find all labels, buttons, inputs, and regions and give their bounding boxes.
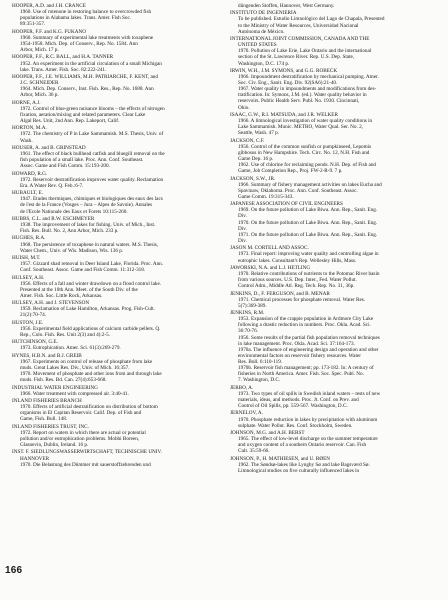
- reference-line: 1970. Movement of phosphate and other ions from and through lake: [20, 371, 162, 378]
- reference-line: in lake management. Proc. Okla. Acad. Sci. 37:164-173.: [238, 340, 355, 347]
- reference-author: JENKINS, D., F. FERGUSON, and B. MENAR: [230, 290, 330, 297]
- reference-author: HUSTON, J.E.: [12, 319, 44, 326]
- reference-entry: [12, 424, 224, 449]
- reference-line: 1959. Reclamation of Lake Hamilton, Arkansas. Prog. Fish-Cult.: [20, 306, 155, 313]
- reference-line: 1970. On the future pollution of Lake Biwa. Ann. Rep., Sanit. Eng.: [238, 219, 378, 226]
- reference-line: reservoirs. Public Health Serv. Publ. No. 1930. Cincinnati,: [238, 98, 360, 105]
- reference-line: 1960. Use of rotenone in restoring balance to overcrowded fish: [20, 9, 152, 16]
- reference-line: 1962. The Søndsø-lakes like Lyngby Sø and lake Bagsværd Sø.: [238, 461, 370, 468]
- reference-author: JERBO, A.: [230, 384, 254, 391]
- reference-line: Cult. 35:59-66.: [238, 448, 270, 455]
- reference-line: 1960. Summary of experimental lake treatments with toxaphene: [20, 34, 154, 41]
- reference-line: Game Dep. 16 p.: [238, 155, 274, 162]
- reference-line: Presented at the 10th Ann. Meet. of the South Div. of the: [20, 286, 138, 293]
- reference-line: fixation, aeration/mixing and related parameters. Clear Lake: [20, 111, 146, 118]
- reference-entry: [12, 255, 224, 273]
- reference-line: HANNOVER: [20, 455, 50, 462]
- reference-entry: [12, 125, 224, 143]
- reference-author: INLAND FISHERIES BRANCH: [12, 398, 82, 404]
- reference-author: HOOPER, F.F. and K.G. FUKANO: [12, 28, 86, 35]
- reference-entry: [12, 300, 224, 318]
- reference-line: Limnological studies on five culturally influenced lakes in: [238, 467, 360, 474]
- reference-line: 1968. The persistence of toxaphene in natural waters. M.S. Thesis,: [20, 241, 159, 248]
- reference-line: Glasnevin, Dublin, Ireland. 16 p.: [20, 442, 89, 449]
- reference-entry: [230, 176, 442, 201]
- reference-author: JENKINS, R.M.: [230, 310, 265, 317]
- left-column: [12, 3, 224, 469]
- reference-line: Lake Sammamish. Munic. METRO, Water Qual. Ser. No. 2,: [238, 124, 363, 131]
- reference-line: 1956. Some results of the partial fish population removal techniques: [238, 334, 380, 341]
- right-column: [230, 3, 442, 475]
- reference-line: 1970. Relative contributions of nutrients to the Potomac River basin: [238, 270, 380, 277]
- reference-line: Game, Fish. Bull. 148.: [20, 416, 68, 423]
- reference-author: HULSEY, A.H. and J. STEVENSON: [12, 300, 90, 307]
- reference-line: sulphate. Water Pollut. Res. Conf. Stockholm, Sweden.: [238, 422, 353, 429]
- reference-entry: [230, 385, 442, 410]
- reference-line: UNITED STATES: [238, 42, 277, 49]
- reference-line: 1966. A limnological investigation of water quality conditions in: [238, 118, 373, 124]
- reference-author: JOHNSON, P., H. MATHIESEN, and U. RØEN: [230, 455, 331, 462]
- reference-line: 1969. On the future pollution of Lake Biwa. Ann. Rep., Sanit. Eng.: [238, 207, 378, 214]
- reference-line: Div.: [238, 213, 247, 220]
- reference-line: Arbor, Mich. 17 p.: [20, 47, 59, 54]
- reference-line: 1972. Control of blue-green nuisance blooms – the effects of nitrogen: [20, 105, 165, 112]
- reference-line: 1971. On the future pollution of Lake Biwa. Ann. Rep., Sanit. Eng.: [238, 231, 378, 238]
- reference-line: 7. Washington, D.C.: [238, 377, 281, 384]
- reference-line: 1956. Experimental field applications of calcium carbide pellets. Q.: [20, 325, 161, 332]
- reference-author: HOOPER, F.F., R.C. BALL, and H.A. TANNER: [12, 54, 114, 61]
- reference-line: To be published. Estudio Limnológico del Lago de Chapala, Presented: [238, 16, 385, 23]
- reference-entry: [12, 385, 224, 397]
- reference-line: Ohio.: [238, 104, 250, 111]
- reference-line: J.C. SCHNEIDER: [20, 80, 59, 87]
- reference-line: Div.: [238, 237, 247, 244]
- reference-line: 1973. Eutrophication. Amer. Sci. 61(3):269-279.: [20, 345, 121, 352]
- reference-line: eutrophic lakes. Consultant's Rep. Wellesley Hills, Mass.: [238, 257, 357, 264]
- reference-author: INSTITUTO DE INGENIERÍA: [230, 10, 297, 17]
- reference-line: 1972. The chemistry of P in Lake Sammamish. M.S. Thesis, Univ. of: [20, 131, 164, 138]
- reference-line: lake. Trans. Amer. Fish. Soc. 82:222-241.: [20, 66, 107, 73]
- reference-line: Water Chem., Univ. of Wis. Madison, Wis. 136 p.: [20, 247, 124, 254]
- reference-author: HULSEY, A.H.: [12, 274, 45, 281]
- reference-author: INLAND FISHERIES TRUST, INC.: [12, 423, 89, 430]
- reference-entry: [12, 29, 224, 54]
- reference-line: de l'École Nationale des Eaux et Forets 10:115-260.: [20, 208, 128, 215]
- reference-line: from various sources. U.S. Dep. Inter., Fed. Water Pollut.: [238, 277, 357, 284]
- reference-author: INST. F. SIEDLUNGSWASSERWIRTSCHAFT, TECHNISCHE UNIV.: [12, 449, 162, 456]
- reference-line: Div.: [238, 225, 247, 232]
- reference-line: organisms in El Capitan Reservoir. Calif. Dep. of Fish and: [20, 410, 142, 417]
- reference-author: INTERNATIONAL JOINT COMMISSION, CANADA AND THE: [230, 36, 370, 42]
- reference-line: 1961. The effect of black bullhead catfish and bluegill removal on the: [20, 151, 165, 157]
- reference-line: Res. Bull. 6:110-119.: [238, 359, 283, 366]
- reference-line: 1966. Impoundment destratification by mechanical pumping. Amer.: [238, 73, 379, 80]
- reference-line: 1972. Report on waters in which there are actual or potential: [20, 429, 146, 436]
- reference-line: materials, ideas, and methods. Proc. Jt. Conf. on Prev. and: [238, 397, 359, 403]
- reference-line: 1967. Experiments on control of release of phosphate from lake: [20, 358, 153, 365]
- reference-line: 1970b. Reservoir fish management; pp. 173-182. In: A century of: [238, 365, 374, 372]
- reference-line: section of the St. Lawrence River. Rep. U.S. Dep. State,: [238, 54, 355, 61]
- reference-entry: [12, 235, 224, 253]
- reference-entry: [230, 112, 442, 137]
- reference-line: 1947. Études thermiques, chimiques et biologiques des eaux des lacs: [20, 196, 163, 203]
- reference-entry: [12, 339, 224, 351]
- reference-author: HOWARD, R.G.: [12, 170, 48, 177]
- reference-entry: [12, 190, 224, 215]
- reference-line: tratification. In: Symons, J.M. (ed.). Water quality behavior in: [238, 92, 367, 99]
- reference-entry: [12, 54, 224, 72]
- reference-entry: [230, 430, 442, 455]
- reference-line: Game, Job Completion Rep., Proj. FW-2-R-9. 7 p.: [238, 168, 343, 175]
- reference-line: Wash.: [20, 137, 33, 144]
- reference-line: Assoc. Game and Fish Comm. 15:193-200.: [20, 163, 110, 170]
- reference-line: 1970a. The influence of engineering design and operation and other: [238, 346, 379, 353]
- reference-line: fisheries in North America. Amer. Fish. Soc. Spec. Publ. No.: [238, 371, 364, 378]
- reference-line: Spavinaw, Oklahoma. Proc. Ann. Conf. Southeast. Assoc.: [238, 187, 358, 194]
- reference-entry: [230, 410, 442, 428]
- reference-author: JOHNSON, M.G. and A.H. BERST: [230, 430, 305, 436]
- reference-line: and oxygen content of a southern Ontario reservoir. Can. Fish: [238, 442, 367, 449]
- reference-line: Amer. Fish. Soc. Little Rock, Arkansas.: [20, 292, 103, 299]
- reference-line: 1970. Pollution of Lake Erie, Lake Ontario and the international: [238, 48, 372, 55]
- reference-line: 1953. Expansion of the crappie population in Ardmore City Lake: [238, 316, 374, 323]
- reference-entry: [230, 68, 442, 111]
- reference-author: INDUSTRIAL WATER ENGINEERING: [12, 384, 98, 391]
- reference-entry: [230, 456, 442, 474]
- reference-entry: [230, 201, 442, 244]
- reference-line: Seattle, Wash. 47 p.: [238, 130, 279, 137]
- reference-line: environmental factors on reservoir fishery resources. Water: [238, 352, 361, 359]
- reference-line: Conf. Southeast. Assoc. Game and Fish Comm. 11:312-318.: [20, 267, 146, 274]
- reference-author: HYNES, H.B.N. and B.J. GREIB: [12, 352, 82, 359]
- reference-line: Control of Oil Spills, pp. 559-567. Washington, D.C.: [238, 403, 348, 410]
- reference-line: 1954-1958. Mich. Dep. of Conserv., Rep. No. 1584. Ann: [20, 40, 138, 47]
- reference-entry: [12, 145, 224, 170]
- reference-entry: [230, 3, 442, 9]
- reference-line: gibbosus in New Hampshire. Tech. Circ. No. 12, N.H. Fish and: [238, 149, 370, 156]
- reference-author: HUBBS, C.L. and R.W. ESCHMEYER: [12, 215, 95, 222]
- reference-entry: [230, 36, 442, 67]
- reference-line: following a drastic reduction in numbers. Proc. Okla. Acad. Sci.: [238, 322, 371, 329]
- reference-entry: [230, 245, 442, 263]
- reference-line: 1965. The effect of low-level discharge on the summer temperature: [238, 436, 378, 443]
- reference-entry: [230, 10, 442, 35]
- reference-author: HORNE, A.J.: [12, 99, 41, 106]
- reference-line: Game Comm. 19:315-343.: [238, 193, 294, 200]
- reference-entry: [12, 320, 224, 338]
- reference-line: 5(7):369-389.: [238, 302, 267, 309]
- reference-line: 1973. Two types of oil spills in Swedish inland waters – tests of new: [238, 390, 381, 397]
- reference-entry: [12, 216, 224, 234]
- reference-line: 1962. Use of chlorine for reclaiming ponds. N.H. Dep. of Fish and: [238, 162, 377, 169]
- reference-entry: [12, 449, 224, 467]
- reference-author: HOOPER, F.F., J.E. WILLIAMS, M.H. PATRIARCHE, F. KENT, and: [12, 73, 158, 80]
- reference-author: IRWIN, W.H., J.M. SYMONS, and G.G. ROBECK: [230, 67, 338, 74]
- reference-line: 1973. Final report: improving water quality and controlling algae in: [238, 251, 379, 258]
- reference-entry: [12, 353, 224, 384]
- reference-line: düngenden Stoffen, Hannover, West Germany.: [238, 3, 335, 9]
- reference-entry: [230, 310, 442, 384]
- bibliography-page: [12, 3, 442, 597]
- reference-author: JAWORSKI, N.A. and L.J. HETLING: [230, 264, 311, 271]
- reference-line: 36:70-76.: [238, 328, 259, 335]
- reference-line: 1966. Summary of fishery management activities on lakes Eucha and: [238, 181, 382, 188]
- reference-line: pollution and/or eutrophication problems. Mobhi Boreen,: [20, 435, 140, 442]
- reference-author: JERNELÖV, A.: [230, 410, 263, 417]
- reference-line: Arbor, Mich. 36 p.: [20, 92, 59, 99]
- reference-line: 1971. Chemical processes for phosphate removal. Water Res.: [238, 296, 366, 303]
- reference-line: Soc. Civ. Eng., Sanit. Eng. Div. 92(SA6):21-40.: [238, 80, 338, 87]
- reference-line: 1970. Effects of artificial destratification on distribution of bottom: [20, 404, 158, 411]
- reference-line: 1938. The improvement of lakes for fishing. Univ. of Mich., Inst.: [20, 221, 156, 228]
- reference-line: 1964. Mich. Dep. Conserv., Inst. Fish. Res., Rep. No. 1688. Ann: [20, 86, 154, 93]
- reference-entry: [230, 265, 442, 290]
- reference-author: HOOPER, A.D. and J.H. CRANCE: [12, 3, 86, 9]
- reference-entry: [12, 74, 224, 99]
- reference-line: Washington, D.C. 174 p.: [238, 60, 290, 67]
- reference-line: muds. Great Lakes Res. Div., Univ. of Mich. 16:357.: [20, 365, 130, 371]
- reference-line: 1970. Phosphate reduction in lakes by precipitation with aluminum: [238, 416, 378, 423]
- reference-author: JACKSON, C.F.: [230, 137, 265, 144]
- reference-entry: [12, 100, 224, 125]
- reference-line: 1967. Water quality in impoundments and modifications from des-: [238, 86, 377, 93]
- reference-author: HORTON, M.A.: [12, 125, 47, 132]
- reference-line: to the Ministry of Water Resources, Universidad Nacional: [238, 22, 359, 29]
- reference-line: Era. A Water Rev. Q. Feb.:6-7.: [20, 182, 84, 189]
- reference-author: HUTCHINSON, G.E.: [12, 339, 58, 346]
- reference-line: Rep., Colo. Fish. Res. Unit 2(3) and 4):2-5.: [20, 332, 111, 338]
- reference-line: Autónoma de México.: [238, 28, 285, 35]
- reference-author: HOUSER, A. and B. GRINSTEAD: [12, 144, 86, 151]
- reference-entry: [230, 291, 442, 309]
- reference-author: ISAAC, G.W., R.I. MATSUDA, and J.R. WELKER: [230, 111, 338, 118]
- reference-line: 1972. Reservoir destratification improves water quality. Reclamation: [20, 176, 164, 183]
- reference-author: JAPANESE ASSOCIATION OF CIVIL ENGINEERS: [230, 201, 343, 208]
- reference-line: 1952. An experiment in the artificial circulation of a small Michigan: [20, 60, 162, 67]
- reference-entry: [12, 275, 224, 300]
- reference-line: 1957. Gizzard shad removal in Deer Island Lake, Florida. Proc. Ann.: [20, 261, 164, 268]
- reference-line: 1956. Control of the common sunfish or pumpkinseed, Lepomis: [238, 143, 372, 150]
- reference-line: fish population of a small lake. Proc. Ann. Conf. Southeast.: [20, 157, 144, 164]
- reference-line: 89:351-357.: [20, 21, 46, 28]
- reference-author: HUGHES, R.A.: [12, 235, 46, 242]
- reference-line: 1966. Water treatment with compressed air. 3:40-41.: [20, 390, 129, 397]
- reference-entry: [230, 138, 442, 175]
- reference-line: de l'est de la France (Vosges – Jura – Alpes de Savoie). Annales: [20, 202, 153, 209]
- reference-entry: [12, 3, 224, 28]
- reference-line: muds. Fish. Res. Bd. Can. 27(4):653-668.: [20, 377, 107, 384]
- reference-entry: [12, 398, 224, 423]
- reference-line: 1970. Die Belastung des Dümmer mit sauerstoffzehrenden und: [20, 461, 151, 468]
- reference-author: JASON M. CORTELL AND ASSOC.: [230, 245, 309, 252]
- reference-line: populations in Alabama lakes. Trans. Amer. Fish Soc.: [20, 15, 132, 22]
- reference-entry: [12, 171, 224, 189]
- reference-line: Algal Res. Unit, 2nd Ann. Rep. Lakeport, Calif.: [20, 118, 120, 124]
- page-number: 166: [5, 565, 23, 576]
- reference-author: HUISH, M.T.: [12, 254, 41, 261]
- reference-author: HUBAULT, E.: [12, 190, 43, 197]
- reference-author: JACKSON, S.W., JR.: [230, 175, 276, 182]
- reference-line: Control Adm., Middle Atl. Reg. Tech. Rep. No. 31, 36p.: [238, 283, 355, 290]
- reference-line: 21(2):70-74.: [20, 312, 47, 319]
- reference-line: 1956. Effects of a fall and winter drawdown on a flood control lake.: [20, 280, 162, 287]
- reference-line: Fish. Res. Bull. No. 2, Ann Arbor, Mich. 233 p.: [20, 228, 119, 235]
